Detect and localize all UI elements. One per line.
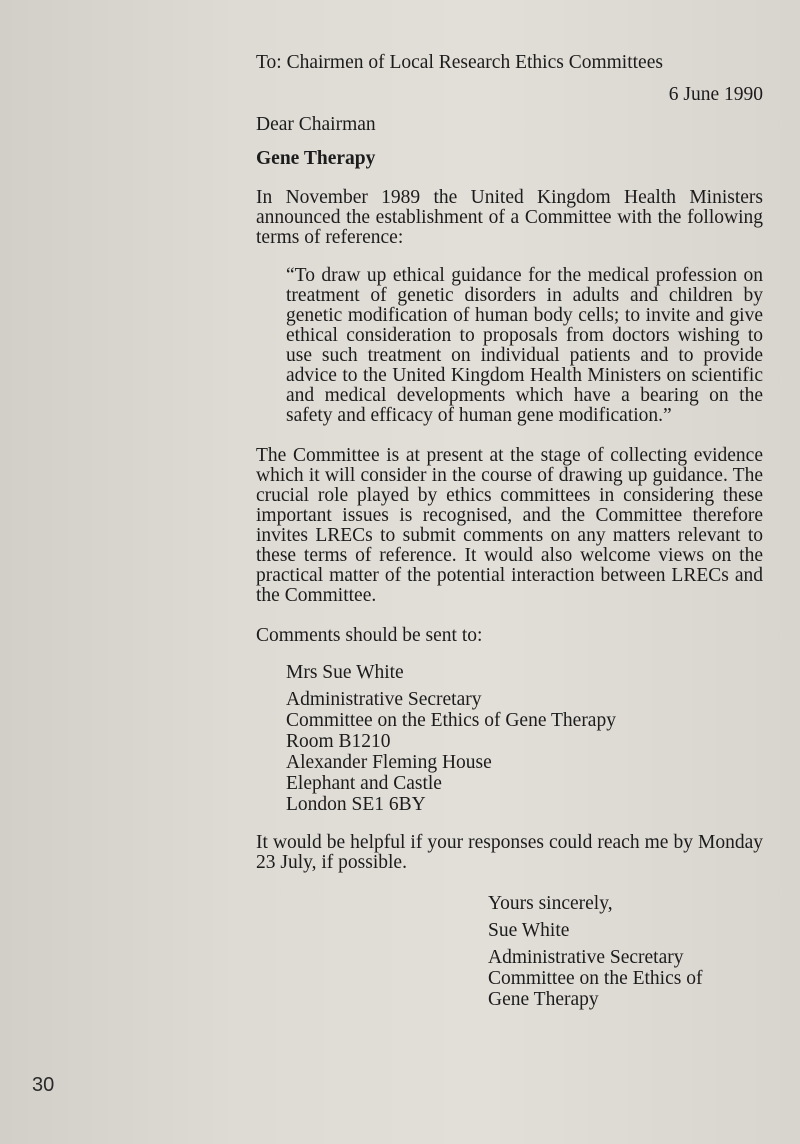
intro-paragraph: In November 1989 the United Kingdom Health Ministers announced the establishment of a Committee with the following terms of reference:	[256, 187, 763, 248]
terms-of-reference-quote: “To draw up ethical guidance for the medical profession on treatment of genetic disorders in adults and children by genetic modification of human body cells; to invite and give ethical consideration to proposals from doctors wishing to use such treatment on individual patients and to provide advice to the United Kingdom Health Ministers on scientific and medical developments which have a bearing on the safety and efficacy of human gene modification.”	[286, 265, 763, 426]
address-line: Administrative Secretary	[286, 689, 482, 710]
signatory-title: Gene Therapy	[488, 989, 599, 1010]
address-line: Room B1210	[286, 731, 391, 752]
letter-body	[256, 50, 763, 1010]
salutation: Dear Chairman	[256, 114, 376, 135]
address-line: London SE1 6BY	[286, 794, 426, 815]
signatory-name: Sue White	[488, 920, 570, 941]
signatory-title: Administrative Secretary	[488, 947, 684, 968]
letter-closing	[488, 893, 763, 1010]
page-number: 30	[32, 1074, 55, 1096]
address-line: Elephant and Castle	[286, 773, 442, 794]
evidence-paragraph: The Committee is at present at the stage of collecting evidence which it will consider in the course of drawing up guidance. The crucial role played by ethics committees in considering these important issues is recognised, and the Committee therefore invites LRECs to submit comments on any matters relevant to these terms of reference. It would also welcome views on the practical matter of the potential interaction between LRECs and the Committee.	[256, 445, 763, 606]
comments-paragraph: Comments should be sent to:	[256, 625, 483, 646]
addressee-line: To: Chairmen of Local Research Ethics Committees	[256, 52, 663, 73]
address-line: Committee on the Ethics of Gene Therapy	[286, 710, 616, 731]
address-line: Alexander Fleming House	[286, 752, 492, 773]
contact-address	[286, 662, 763, 815]
valediction: Yours sincerely,	[488, 893, 613, 914]
address-line: Mrs Sue White	[286, 662, 404, 683]
subject-heading: Gene Therapy	[256, 148, 376, 169]
letter-date: 6 June 1990	[668, 84, 763, 105]
deadline-paragraph: It would be helpful if your responses could reach me by Monday 23 July, if possible.	[256, 832, 763, 873]
signatory-title: Committee on the Ethics of	[488, 968, 703, 989]
